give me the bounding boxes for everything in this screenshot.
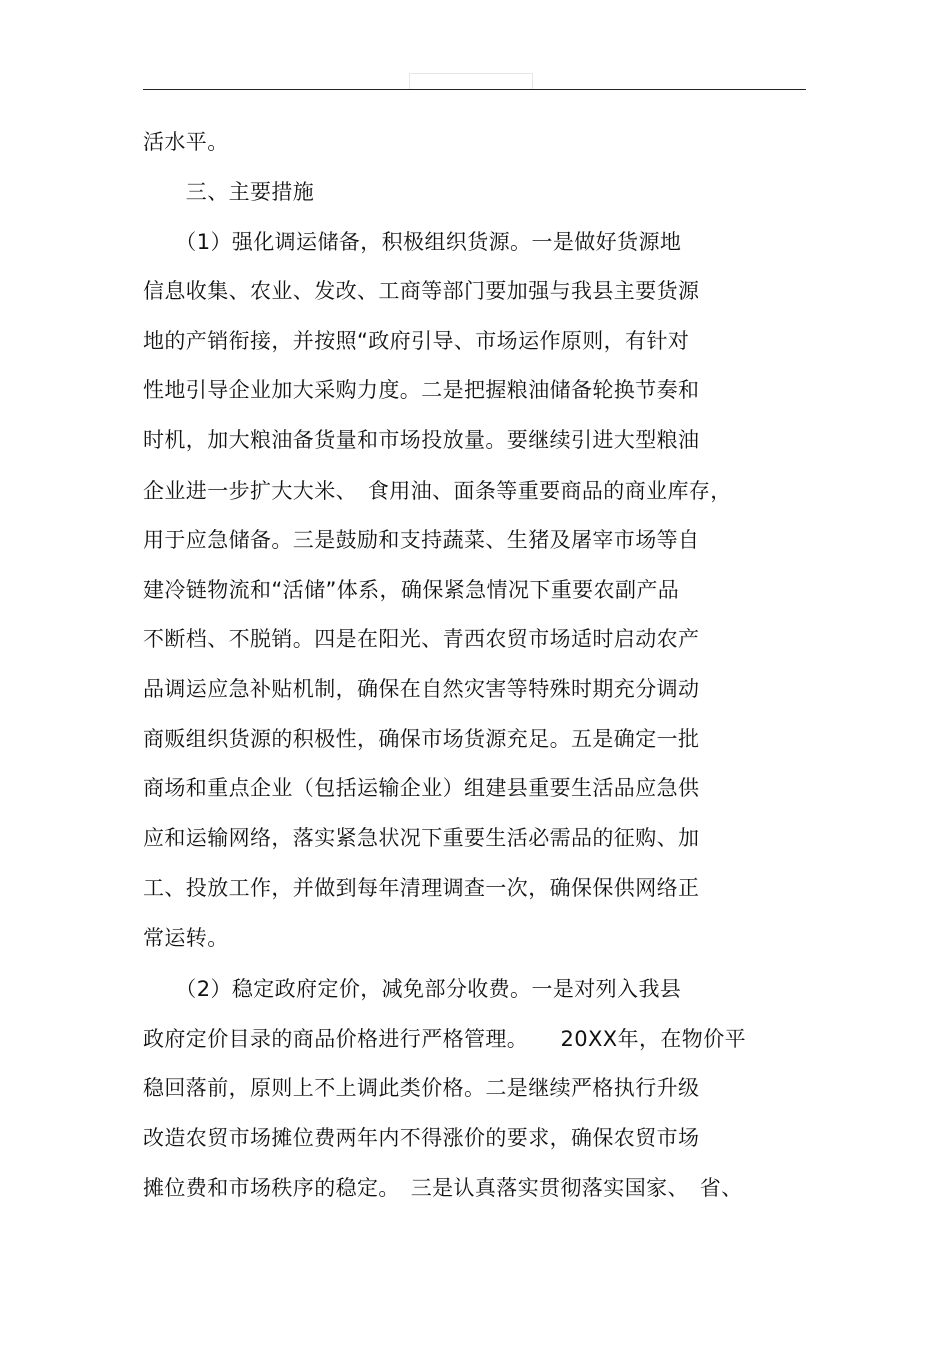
text-line: 用于应急储备。三是鼓励和支持蔬菜、生猪及屠宰市场等自	[143, 528, 700, 552]
text-line: 商场和重点企业（包括运输企业）组建县重要生活品应急供	[143, 776, 700, 800]
text-line: 工、投放工作，并做到每年清理调查一次，确保保供网络正	[143, 876, 700, 900]
text-line: 时机，加大粮油备货量和市场投放量。要继续引进大型粮油	[143, 428, 700, 452]
text-line: （1）强化调运储备，积极组织货源。一是做好货源地	[143, 230, 682, 254]
header-rule	[143, 89, 806, 90]
text-line: 不断档、不脱销。四是在阳光、青西农贸市场适时启动农产	[143, 627, 700, 651]
text-line: 稳回落前，原则上不上调此类价格。二是继续严格执行升级	[143, 1076, 700, 1100]
text-line: 常运转。	[143, 926, 229, 950]
text-line: 企业进一步扩大大米、 食用油、面条等重要商品的商业库存，	[143, 479, 732, 503]
text-line: 政府定价目录的商品价格进行严格管理。 20XX年，在物价平	[143, 1027, 746, 1051]
text-line: 摊位费和市场秩序的稳定。 三是认真落实贯彻落实国家、 省、	[143, 1176, 743, 1200]
text-line: 品调运应急补贴机制，确保在自然灾害等特殊时期充分调动	[143, 677, 700, 701]
text-line: 商贩组织货源的积极性，确保市场货源充足。五是确定一批	[143, 727, 700, 751]
text-line: 活水平。	[143, 130, 229, 154]
text-line: 性地引导企业加大采购力度。二是把握粮油储备轮换节奏和	[143, 378, 700, 402]
text-line: 应和运输网络，落实紧急状况下重要生活必需品的征购、加	[143, 826, 700, 850]
text-line: 建冷链物流和“活储”体系，确保紧急情况下重要农副产品	[143, 578, 680, 602]
text-line: （2）稳定政府定价，减免部分收费。一是对列入我县	[143, 977, 682, 1001]
header-tab	[409, 73, 533, 89]
text-line: 地的产销衔接，并按照“政府引导、市场运作原则，有针对	[143, 329, 690, 353]
section-heading: 三、主要措施	[143, 180, 315, 204]
text-line: 信息收集、农业、发改、工商等部门要加强与我县主要货源	[143, 279, 700, 303]
text-line: 改造农贸市场摊位费两年内不得涨价的要求，确保农贸市场	[143, 1126, 700, 1150]
